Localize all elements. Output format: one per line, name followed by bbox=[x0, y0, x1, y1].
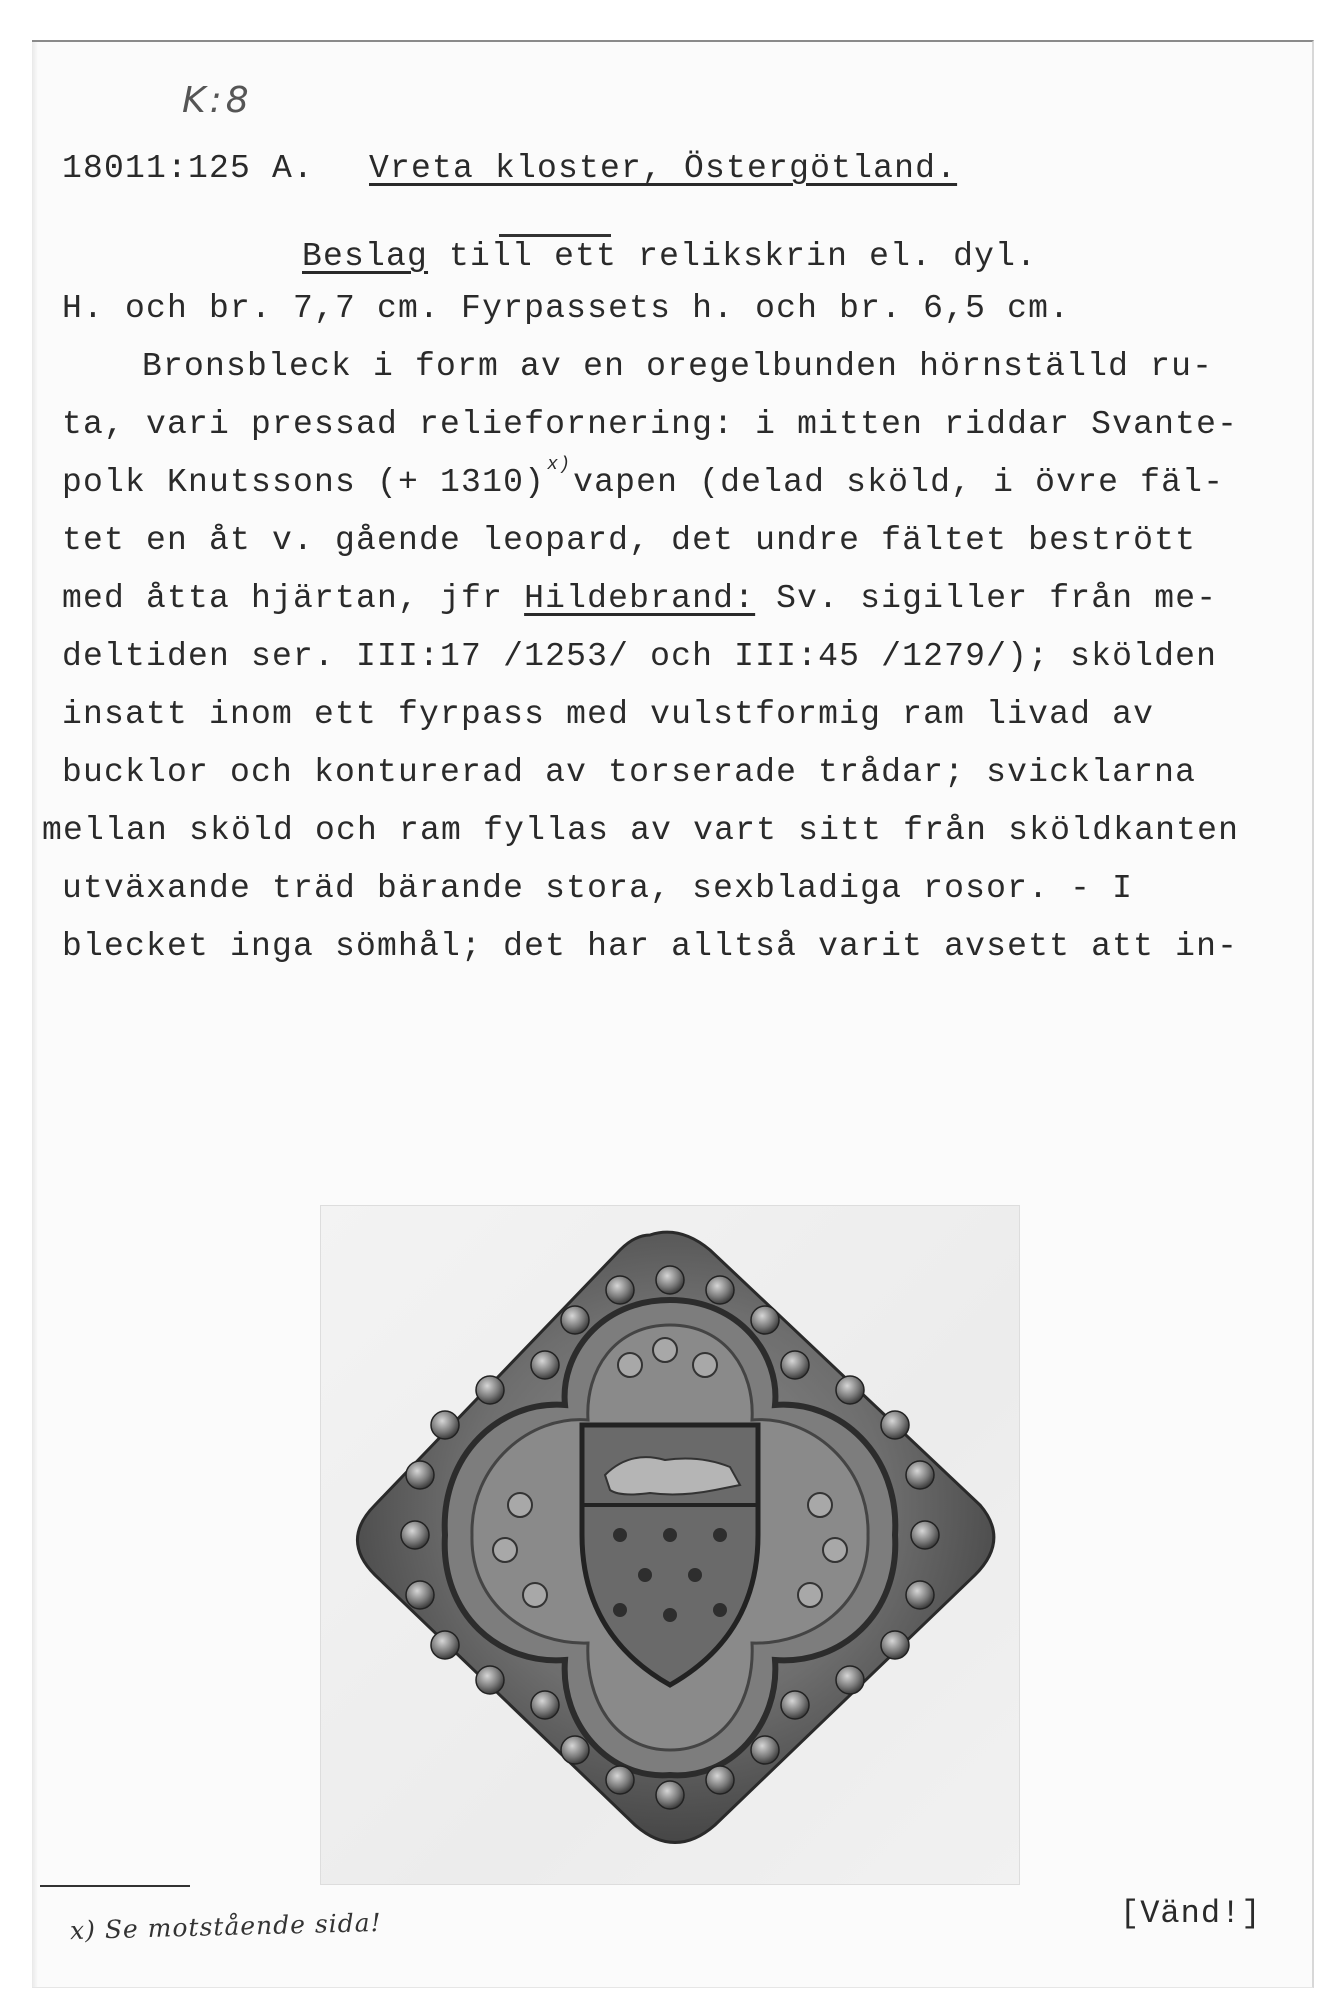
catalog-number: 18011:125 A. bbox=[62, 150, 315, 187]
footnote-marker: x) bbox=[547, 455, 572, 475]
handwritten-mark: K:8 bbox=[182, 80, 253, 121]
handwritten-footnote: x) Se motstående sida! bbox=[69, 1907, 383, 1946]
reference-author: Hildebrand: bbox=[524, 580, 756, 617]
artifact-photo bbox=[320, 1205, 1020, 1885]
body-line-5-end: Sv. sigiller från me- bbox=[776, 580, 1218, 617]
bronze-mount-image bbox=[320, 1205, 1020, 1885]
turn-page-note: [Vänd!] bbox=[1120, 1895, 1262, 1932]
card-edge-shadow bbox=[32, 42, 38, 1987]
body-line-7: insatt inom ett fyrpass med vulstformig ram livad av bbox=[62, 696, 1155, 733]
leopard-figure bbox=[605, 1457, 740, 1494]
body-line-9: mellan sköld och ram fyllas av vart sitt från sköldkanten bbox=[42, 812, 1240, 849]
body-line-4: tet en åt v. gående leopard, det undre fältet bestrött bbox=[62, 522, 1197, 559]
body-line-2: ta, vari pressad reliefornering: i mitten riddar Svante- bbox=[62, 406, 1239, 443]
body-line-5 bbox=[62, 580, 1217, 617]
body-line-10: utväxande träd bärande stora, sexbladiga rosor. - I bbox=[62, 870, 1134, 907]
object-subtitle bbox=[302, 238, 1037, 275]
location-title: Vreta kloster, Östergötland. bbox=[369, 150, 958, 187]
body-line-3-end: vapen (delad sköld, i övre fäl- bbox=[573, 464, 1225, 501]
body-line-3 bbox=[62, 455, 1225, 501]
body-line-8: bucklor och konturerad av torserade trådar; svicklarna bbox=[62, 754, 1197, 791]
body-line-11: blecket inga sömhål; det har alltså varit avsett att in- bbox=[62, 928, 1239, 965]
body-line-5-start: med åtta hjärtan, jfr bbox=[62, 580, 504, 617]
dimensions-line: H. och br. 7,7 cm. Fyrpassets h. och br. 6,5 cm. bbox=[62, 290, 1071, 327]
footnote-rule bbox=[40, 1885, 190, 1887]
title-underline-bar bbox=[499, 234, 611, 237]
subtitle-keyword: Beslag bbox=[302, 238, 429, 275]
body-line-6: deltiden ser. III:17 /1253/ och III:45 /1279/); skölden bbox=[62, 638, 1218, 675]
subtitle-rest: till ett relikskrin el. dyl. bbox=[449, 238, 1038, 275]
body-line-1: Bronsbleck i form av en oregelbunden hörnställd ru- bbox=[142, 348, 1214, 385]
body-line-3-start: polk Knutssons (+ 1310) bbox=[62, 464, 546, 501]
